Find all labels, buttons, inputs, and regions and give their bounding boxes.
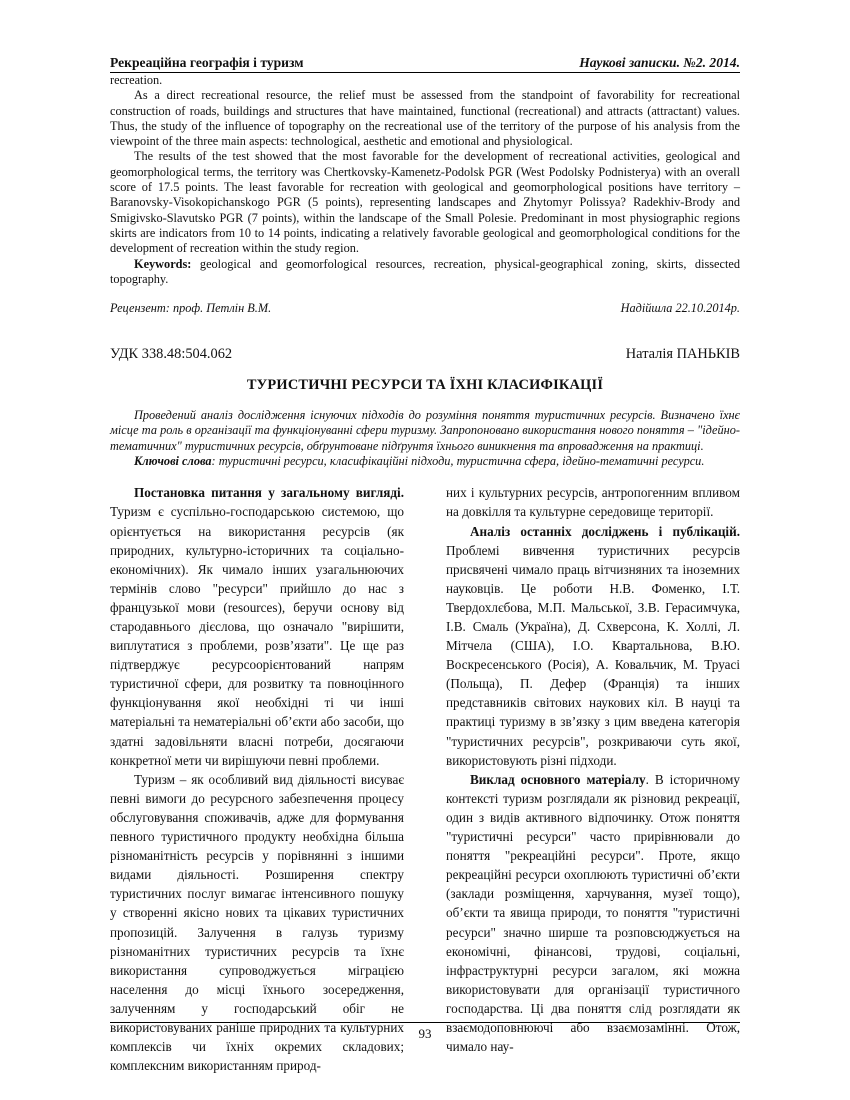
right-paragraph-2 [446,770,740,1056]
keywords-label: Keywords: [134,256,192,271]
right-paragraph-2-text: . В історичному контексті туризм розглядали як різновид рекреації, один з видів активного відпочинку. Отож поняття "туристичні ресурси" часто прирівнювали до поняття "рекреаційні ресурси". Проте, якщо рекреаційні ресурси охоплюють туристичні об’єкти (заклади розміщення, харчування, музеї тощо), об’єкти та явища природи, то поняття "туристичні ресурси" значно ширше та розповсюджується на економічні, фінансові, трудові, соціальні, інфраструктурні ресурси загалом, які можна використовувати для організації туристичного господарства. Ці два поняття слід розглядати як взаємодоповнюючі або взаємозамінні. Отож, чимало нау- [446,771,740,1055]
right-paragraph-0: них і культурних ресурсів, антропогенним впливом на довкілля та культурне середовище території. [446,485,740,520]
article-title: ТУРИСТИЧНІ РЕСУРСИ ТА ЇХНІ КЛАСИФІКАЦІЇ [246,377,604,394]
two-column-body [110,483,740,1075]
keywords-text: geological and geomorfological resources, recreation, physical-geographical zoning, skirts, dissected topography. [110,256,740,286]
udc-code: УДК 338.48:504.062 [110,346,233,363]
received-date: Надійшла 22.10.2014р. [620,301,740,316]
reviewer: Рецензент: проф. Петлін В.М. [110,301,272,316]
journal-issue: Наукові записки. №2. 2014. [579,55,740,70]
running-header [110,54,740,73]
author-name: Наталія ПАНЬКІВ [625,346,740,363]
section-heading-analysis: Аналіз останніх досліджень і публікацій. [470,523,740,539]
english-keywords [110,257,740,288]
left-paragraph-2: Туризм – як особливий вид діяльності висуває певні вимоги до ресурсного забезпечення процесу обслуговування споживачів, адже для формування певного туристичного продукту необхідна більша різноманітність ресурсів у порівнянні з іншими видами діяльності. Розширення спектру туристичних послуг вимагає інтенсивного пошуку у створенні якісно нових та цікавих туристичних пропозицій. Залучення в галузь туризму різноманітних туристичних ресурсів та їхнє використання супроводжується міграцією населення до місці їхнього зосередження, залученням у господарський обіг не використовуваних раніше природних та культурних комплексів чи їхніх окремих складових; комплексним використанням природ- [110,771,404,1074]
abstract: Проведений аналіз дослідження існуючих підходів до розуміння поняття туристичних ресурсів. Визначено їхнє місце та роль в організації та функціонуванні сфери туризму. Запропоновано використання нового поняття – "ідейно-тематичних" туристичних ресурсів, обґрунтоване підґрунтя їхнього виникнення та впровадження на практиці. [110,408,740,453]
footer-rule [110,1022,740,1023]
page-number: 93 [418,1026,432,1041]
left-paragraph-1-text: Туризм є суспільно-господарською системою, що орієнтується на використання ресурсів (як природних, культурно-історичних та соціально-економічних). Як чимало інших узагальнюючих термінів слово "ресурси" прийшло до нас з французької мови (resources), беручи основу від стародавнього дієслова, що означало "вирішити, виплутатися з проблеми, розв’язати". Це ще раз підтверджує ресурсоорієнтований напрям туристичної сфери, для розвитку та повноцінного функціонування якої необхідні ті чи інші матеріальні та нематеріальні об’єкти або засоби, що здатні задовільняти власні потреби, досягаючи конкретної мети чи вирішуючи певні проблеми. [110,504,404,768]
ukrainian-keywords-label: Ключові слова [134,454,212,469]
journal-section: Рекреаційна географія і туризм [110,55,304,70]
page [110,54,740,1075]
column-left [110,483,404,1075]
column-right [446,483,740,1075]
ukrainian-keywords [110,454,740,469]
english-paragraph-1: As a direct recreational resource, the relief must be assessed from the standpoint of favorability for recreational construction of roads, buildings and structures that have maintained, functional (recreational) and attracts (attractant) values. Thus, the study of the influence of topography on the recreational use of the territory of the purpose of his analysis from the viewpoint of the three main aspects: technological, aesthetic and emotional and physiological. [110,88,740,149]
right-paragraph-1 [446,522,740,770]
reviewer-row [110,301,740,316]
section-heading-main: Виклад основного матеріалу [470,771,646,787]
english-continuation: recreation. [110,73,163,87]
english-paragraph-2: The results of the test showed that the most favorable for the development of recreational activities, geological and geomorphological terms, the territory was Chertkovsky-Kamenetz-Podolsk PGR (West Podolsky Podnisterya) with an overall score of 17.5 points. The least favorable for recreation with geological and geomorphological positions have territory – Baranovsky-Visokopichanskogo PGR (5 points), representing landscapes and Zhytomyr Polissya? Radekhiv-Brody and Smigivsko-Slavutsko PGR (7 points), within the landscape of the Small Polesie. Predominant in most physiographic regions skirts are indicators from 10 to 14 points, indicating a relatively favorable geological and geomorphological conditions for the development of recreation within the study region. [110,149,740,256]
left-paragraph-1 [110,483,404,769]
right-paragraph-1-text: Проблемі вивчення туристичних ресурсів присвячені чимало праць вітчизняних та іноземних науковців. Це роботи Н.В. Фоменко, І.Т. Твердохлєбова, М.П. Мальської, З.В. Герасимчука, І.В. Смаль (Україна), Д. Схверсона, К. Холлі, Л. Мітчела (США), І.О. Квартальнова, В.Ю. Воскресенського (Росія), А. Ковальчик, М. Труасі (Польща), П. Дефер (Франція) та інших представників світових наукових кіл. В науці та практиці туризму в зв’язку з цим введена категорія "туристичних ресурсів", розкриваючи суть якої, використовують різні підходи. [446,542,740,768]
udc-row [110,346,740,363]
ukrainian-keywords-text: : туристичні ресурси, класифікаційні підходи, туристична сфера, ідейно-тематичні ресурси. [211,454,705,469]
section-heading-problem: Постановка питання у загальному вигляді. [134,485,404,501]
